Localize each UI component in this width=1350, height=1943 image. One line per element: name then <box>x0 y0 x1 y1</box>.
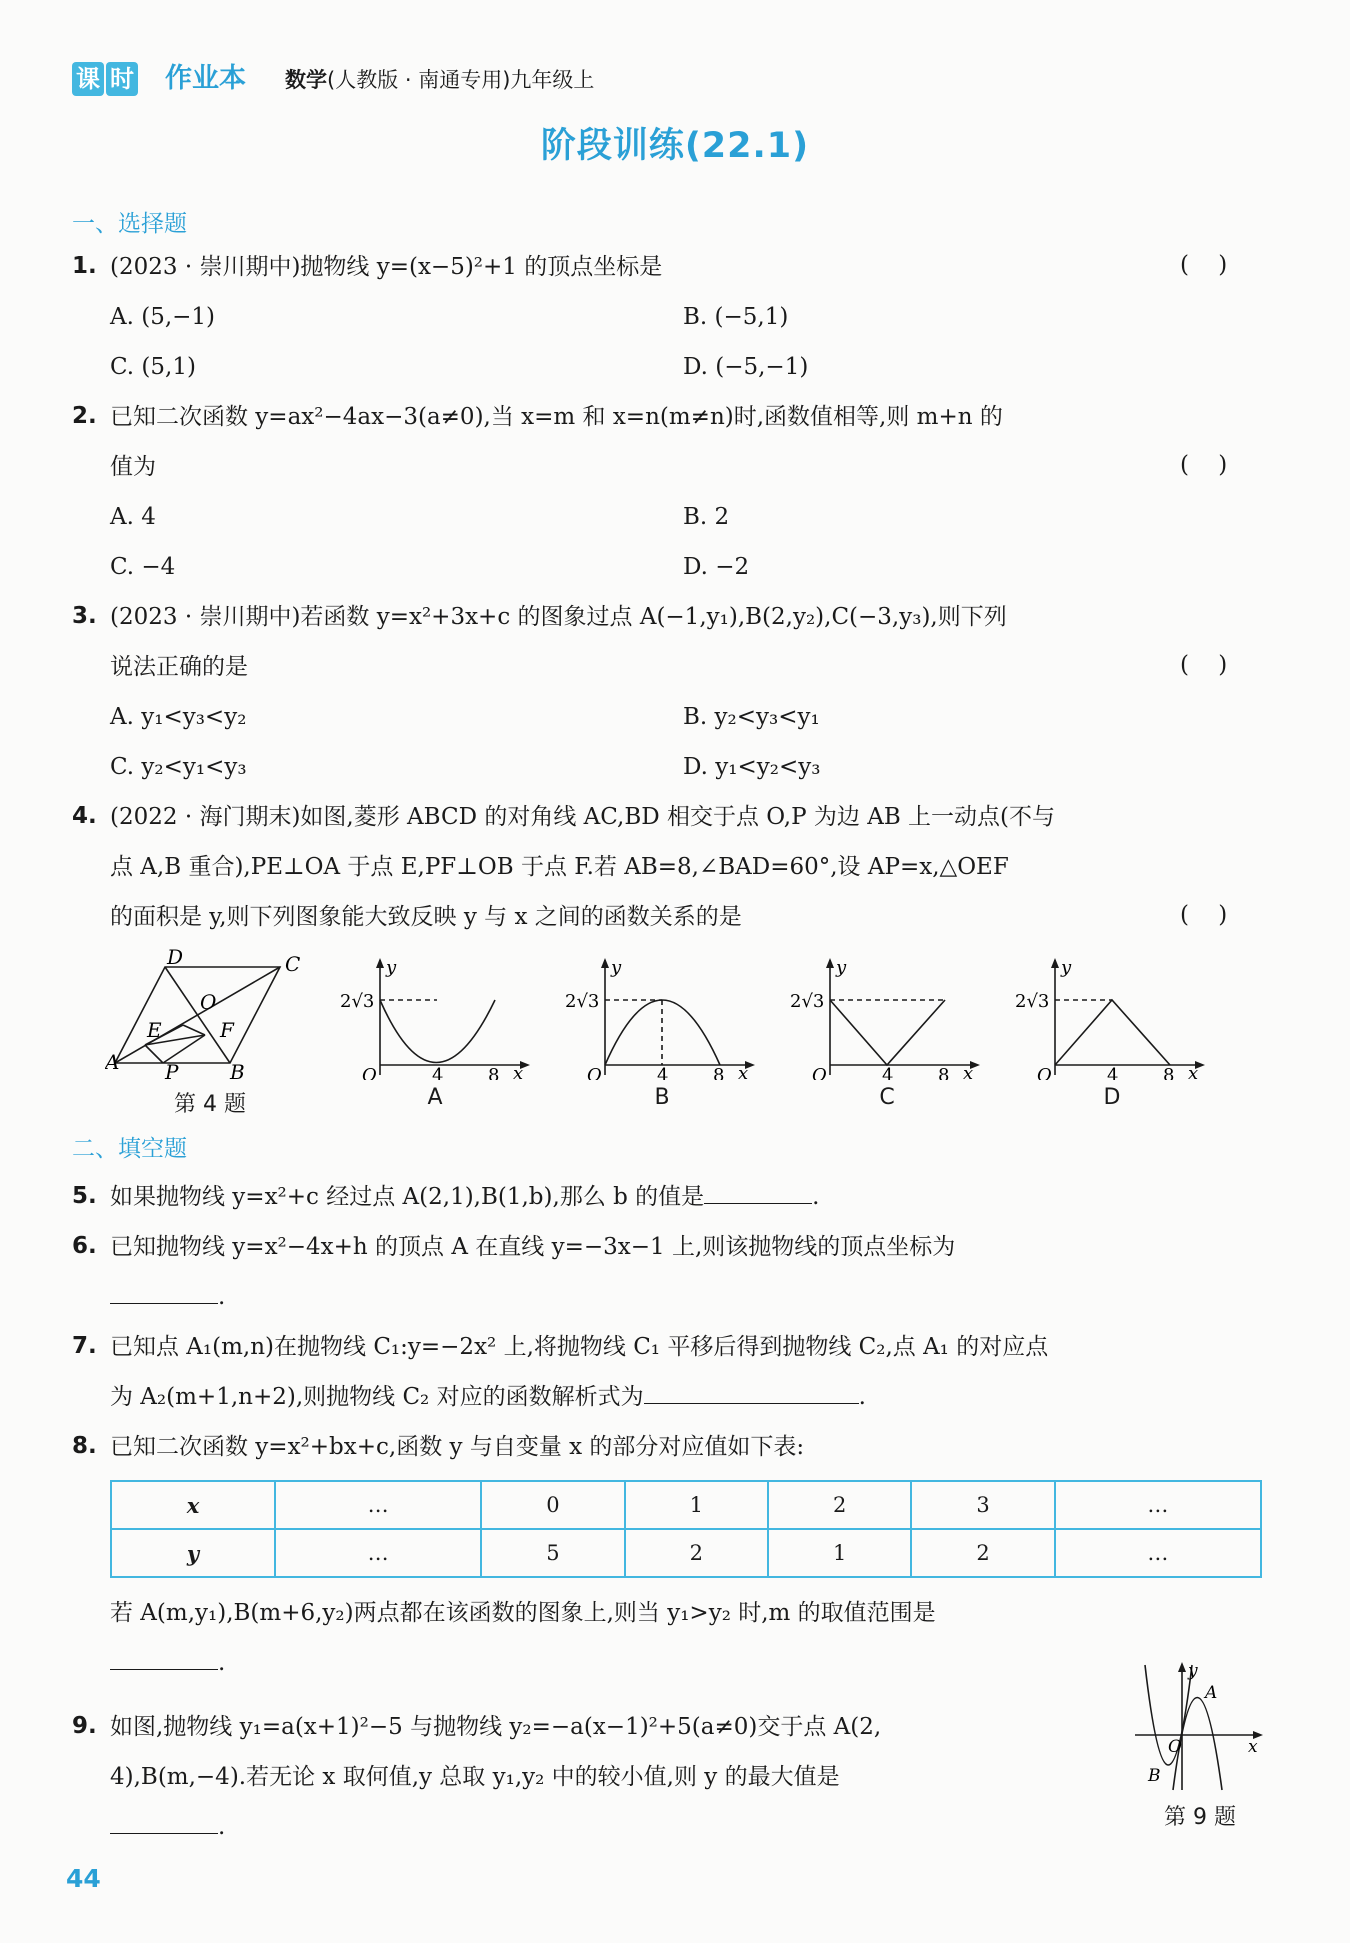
q2-option-d: D. −2 <box>683 554 750 580</box>
rhombus-label-d: D <box>167 945 184 969</box>
q2-line-1: 已知二次函数 y=ax²−4ax−3(a≠0),当 x=m 和 x=n(m≠n)时,函数值相等,则 m+n 的 <box>110 404 1003 430</box>
table-cell: 2 <box>911 1529 1054 1577</box>
q3-option-b: B. y₂<y₃<y₁ <box>683 704 820 730</box>
q4-graph-caption-d: D <box>1103 1085 1121 1110</box>
graph-c-origin: O <box>812 1065 827 1080</box>
q4-line-1: (2022 · 海门期末)如图,菱形 ABCD 的对角线 AC,BD 相交于点 O,P 为边 AB 上一动点(不与 <box>110 804 1056 830</box>
q3-line-1: (2023 · 崇川期中)若函数 y=x²+3x+c 的图象过点 A(−1,y₁),B(2,y₂),C(−3,y₃),则下列 <box>110 604 1007 630</box>
rhombus-label-a: A <box>105 1050 120 1074</box>
graph-d-x4: 4 <box>1107 1065 1119 1080</box>
q7-end: . <box>858 1384 866 1410</box>
graph-d-origin: O <box>1037 1065 1052 1080</box>
rhombus-label-b: B <box>230 1060 245 1080</box>
logo-char-1: 课 <box>72 62 104 96</box>
q6-line-1: 已知抛物线 y=x²−4x+h 的顶点 A 在直线 y=−3x−1 上,则该抛物线的顶点坐标为 <box>110 1234 956 1260</box>
value-table <box>110 1480 1262 1578</box>
graph-c-x8: 8 <box>938 1065 950 1080</box>
table-row-y <box>111 1529 1261 1577</box>
q9-line-3 <box>110 1812 225 1842</box>
q4-answer-paren[interactable]: ( ) <box>1180 902 1228 928</box>
q5-answer-blank[interactable] <box>704 1183 812 1204</box>
q1-text: (2023 · 崇川期中)抛物线 y=(x−5)²+1 的顶点坐标是 <box>110 254 663 280</box>
table-cell: 1 <box>625 1481 768 1529</box>
q1-option-d: D. (−5,−1) <box>683 354 809 380</box>
q4-graph-c <box>790 955 990 1080</box>
brand-logo <box>72 62 138 96</box>
q1-answer-paren[interactable]: ( ) <box>1180 252 1228 278</box>
table-cell: x <box>111 1481 275 1529</box>
q8-number: 8. <box>72 1433 97 1459</box>
q1-number: 1. <box>72 253 97 279</box>
q8-line-3 <box>110 1648 225 1678</box>
q4-graph-caption-b: B <box>654 1085 670 1110</box>
section-choice: 一、选择题 <box>72 211 187 237</box>
rhombus-label-p: P <box>165 1060 179 1080</box>
subject-bold: 数学 <box>285 68 327 92</box>
q9-answer-blank[interactable] <box>110 1813 218 1834</box>
rhombus-label-o: O <box>200 990 217 1014</box>
q7-text-2: 为 A₂(m+1,n+2),则抛物线 C₂ 对应的函数解析式为 <box>110 1384 644 1410</box>
table-cell: … <box>275 1481 481 1529</box>
graph-a-x8: 8 <box>488 1065 500 1080</box>
q7-line-2 <box>110 1382 866 1412</box>
table-cell: 2 <box>768 1481 911 1529</box>
q5-text: 如果抛物线 y=x²+c 经过点 A(2,1),B(1,b),那么 b 的值是 <box>110 1184 705 1210</box>
q4-line-2: 点 A,B 重合),PE⊥OA 于点 E,PF⊥OB 于点 F.若 AB=8,∠BAD=60°,设 AP=x,△OEF <box>110 854 1009 880</box>
q2-option-b: B. 2 <box>683 504 730 530</box>
q2-answer-paren[interactable]: ( ) <box>1180 452 1228 478</box>
graph-b-x4: 4 <box>657 1065 669 1080</box>
q4-graph-caption-c: C <box>879 1085 895 1110</box>
brand-name: 作业本 <box>165 63 246 94</box>
table-cell: 2 <box>625 1529 768 1577</box>
q2-option-a: A. 4 <box>110 504 156 530</box>
table-cell: 5 <box>481 1529 624 1577</box>
graph-d-x-label: x <box>1188 1063 1199 1080</box>
table-cell: … <box>1055 1529 1261 1577</box>
q6-number: 6. <box>72 1233 97 1259</box>
q5-line <box>110 1182 819 1212</box>
q1-option-c: C. (5,1) <box>110 354 196 380</box>
q3-option-c: C. y₂<y₁<y₃ <box>110 754 247 780</box>
q6-end: . <box>218 1284 226 1310</box>
q4-line-3: 的面积是 y,则下列图象能大致反映 y 与 x 之间的函数关系的是 <box>110 904 742 930</box>
graph-c-x4: 4 <box>882 1065 894 1080</box>
q4-number: 4. <box>72 803 97 829</box>
page-title: 阶段训练(22.1) <box>540 126 810 166</box>
table-cell: 3 <box>911 1481 1054 1529</box>
q6-answer-blank[interactable] <box>110 1283 218 1304</box>
q5-end: . <box>812 1184 820 1210</box>
q4-graph-b <box>565 955 765 1080</box>
q3-line-2: 说法正确的是 <box>110 654 248 680</box>
q9-parabola-figure <box>1130 1660 1270 1795</box>
q4-graph-a <box>340 955 540 1080</box>
q4-rhombus-figure <box>105 945 320 1080</box>
q1-option-a: A. (5,−1) <box>110 304 216 330</box>
graph-a-y-label: y <box>386 957 397 978</box>
table-cell: … <box>1055 1481 1261 1529</box>
q1-option-b: B. (−5,1) <box>683 304 789 330</box>
q2-line-2: 值为 <box>110 454 156 480</box>
q9-point-a: A <box>1205 1683 1218 1703</box>
section-fill: 二、填空题 <box>72 1136 187 1162</box>
q9-y-label: y <box>1188 1661 1198 1681</box>
q9-end: . <box>218 1814 226 1840</box>
q3-number: 3. <box>72 603 97 629</box>
graph-b-ytick: 2√3 <box>565 991 600 1012</box>
rhombus-label-e: E <box>147 1018 162 1042</box>
q6-line-2 <box>110 1282 225 1312</box>
subject-line <box>285 66 594 94</box>
q8-line-1: 已知二次函数 y=x²+bx+c,函数 y 与自变量 x 的部分对应值如下表: <box>110 1434 805 1460</box>
q2-number: 2. <box>72 403 97 429</box>
graph-a-x-label: x <box>513 1063 524 1080</box>
table-cell: y <box>111 1529 275 1577</box>
subject-rest: (人教版 · 南通专用)九年级上 <box>327 68 595 92</box>
graph-a-x4: 4 <box>432 1065 444 1080</box>
q4-figure-caption: 第 4 题 <box>174 1092 246 1117</box>
q8-answer-blank[interactable] <box>110 1649 218 1670</box>
rhombus-label-f: F <box>220 1018 234 1042</box>
logo-char-2: 时 <box>106 62 138 96</box>
graph-c-y-label: y <box>836 957 847 978</box>
q8-line-2: 若 A(m,y₁),B(m+6,y₂)两点都在该函数的图象上,则当 y₁>y₂ 时,m 的取值范围是 <box>110 1600 936 1626</box>
table-cell: 0 <box>481 1481 624 1529</box>
graph-d-x8: 8 <box>1163 1065 1175 1080</box>
table-cell: 1 <box>768 1529 911 1577</box>
page-number: 44 <box>66 1864 101 1893</box>
q4-graph-d <box>1015 955 1215 1080</box>
rhombus-label-c: C <box>285 952 301 976</box>
q9-number: 9. <box>72 1713 97 1739</box>
table-cell: … <box>275 1529 481 1577</box>
q4-graph-caption-a: A <box>427 1085 443 1110</box>
q7-answer-blank[interactable] <box>644 1383 859 1404</box>
graph-b-x8: 8 <box>713 1065 725 1080</box>
q5-number: 5. <box>72 1183 97 1209</box>
q2-option-c: C. −4 <box>110 554 176 580</box>
graph-a-origin: O <box>362 1065 377 1080</box>
graph-b-origin: O <box>587 1065 602 1080</box>
q3-answer-paren[interactable]: ( ) <box>1180 652 1228 678</box>
graph-d-y-label: y <box>1061 957 1072 978</box>
q3-option-d: D. y₁<y₂<y₃ <box>683 754 821 780</box>
q9-line-2: 4),B(m,−4).若无论 x 取何值,y 总取 y₁,y₂ 中的较小值,则 y 的最大值是 <box>110 1764 840 1790</box>
graph-d-ytick: 2√3 <box>1015 991 1050 1012</box>
q3-option-a: A. y₁<y₃<y₂ <box>110 704 247 730</box>
graph-b-y-label: y <box>611 957 622 978</box>
q9-line-1: 如图,抛物线 y₁=a(x+1)²−5 与抛物线 y₂=−a(x−1)²+5(a≠0)交于点 A(2, <box>110 1714 882 1740</box>
q9-figure-caption: 第 9 题 <box>1164 1805 1236 1830</box>
q9-point-b: B <box>1148 1766 1161 1786</box>
table-row-x <box>111 1481 1261 1529</box>
graph-c-x-label: x <box>963 1063 974 1080</box>
graph-c-ytick: 2√3 <box>790 991 825 1012</box>
graph-a-ytick: 2√3 <box>340 991 375 1012</box>
q9-x-label: x <box>1248 1737 1258 1757</box>
q7-number: 7. <box>72 1333 97 1359</box>
graph-b-x-label: x <box>738 1063 749 1080</box>
q8-end: . <box>218 1650 226 1676</box>
q9-origin: O <box>1168 1737 1182 1757</box>
q7-line-1: 已知点 A₁(m,n)在抛物线 C₁:y=−2x² 上,将抛物线 C₁ 平移后得到抛物线 C₂,点 A₁ 的对应点 <box>110 1334 1049 1360</box>
